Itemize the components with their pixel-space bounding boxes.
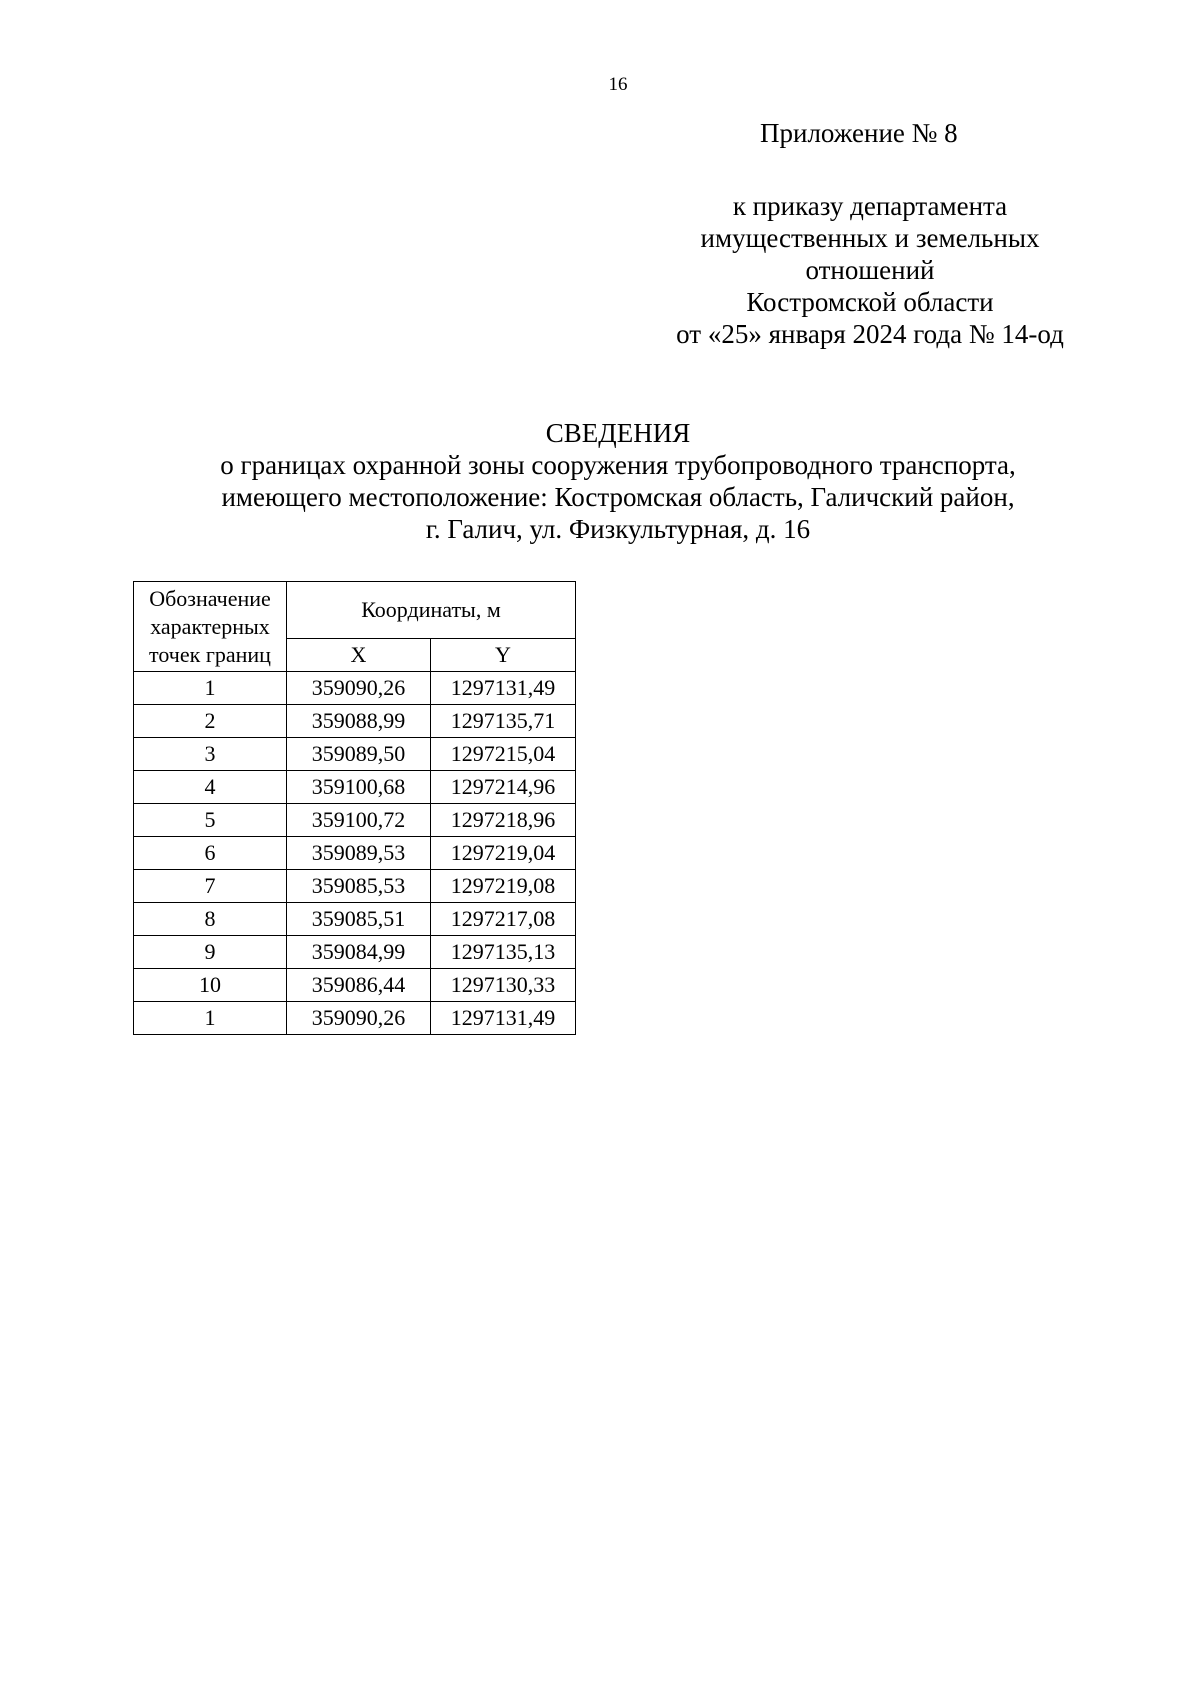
point-number-cell: 7: [134, 870, 287, 903]
x-coordinate-cell: 359084,99: [287, 936, 431, 969]
heading-line: г. Галич, ул. Физкультурная, д. 16: [425, 514, 811, 544]
point-number-cell: 5: [134, 804, 287, 837]
point-number-cell: 3: [134, 738, 287, 771]
document-heading: [0, 417, 1200, 545]
header-points: [134, 582, 287, 672]
heading-line: о границах охранной зоны сооружения трубопроводного транспорта,: [220, 450, 1016, 480]
table-row: [134, 738, 576, 771]
table-row: [134, 771, 576, 804]
appendix-title: Приложение № 8: [760, 118, 958, 148]
table-row: [134, 705, 576, 738]
y-coordinate-cell: 1297218,96: [431, 804, 576, 837]
table-row: [134, 870, 576, 903]
coordinates-table: [133, 581, 576, 1035]
y-coordinate-cell: 1297214,96: [431, 771, 576, 804]
point-number-cell: 1: [134, 672, 287, 705]
appendix-reference: [640, 190, 1100, 350]
y-coordinate-cell: 1297135,13: [431, 936, 576, 969]
table-row: [134, 936, 576, 969]
header-points-line: точек границ: [149, 641, 271, 667]
point-number-cell: 10: [134, 969, 287, 1002]
x-coordinate-cell: 359086,44: [287, 969, 431, 1002]
table-row: [134, 672, 576, 705]
x-coordinate-cell: 359089,50: [287, 738, 431, 771]
x-coordinate-cell: 359089,53: [287, 837, 431, 870]
appendix-line: Костромской области: [746, 287, 994, 317]
x-coordinate-cell: 359085,53: [287, 870, 431, 903]
appendix-line: к приказу департамента: [732, 191, 1008, 221]
appendix-line: от «25» января 2024 года № 14-од: [676, 319, 1064, 349]
y-coordinate-cell: 1297131,49: [431, 1002, 576, 1035]
y-coordinate-cell: 1297130,33: [431, 969, 576, 1002]
point-number-cell: 4: [134, 771, 287, 804]
heading-line: имеющего местоположение: Костромская область, Галичский район,: [221, 482, 1015, 512]
point-number-cell: 2: [134, 705, 287, 738]
heading-title: СВЕДЕНИЯ: [545, 418, 691, 448]
table-row: [134, 1002, 576, 1035]
x-coordinate-cell: 359090,26: [287, 672, 431, 705]
y-coordinate-cell: 1297219,08: [431, 870, 576, 903]
point-number-cell: 9: [134, 936, 287, 969]
y-coordinate-cell: 1297131,49: [431, 672, 576, 705]
y-coordinate-cell: 1297215,04: [431, 738, 576, 771]
page-number: 16: [608, 74, 628, 95]
appendix-line: отношений: [805, 255, 935, 285]
header-y: Y: [431, 639, 576, 672]
table-body: [134, 672, 576, 1035]
y-coordinate-cell: 1297135,71: [431, 705, 576, 738]
point-number-cell: 1: [134, 1002, 287, 1035]
appendix-line: имущественных и земельных: [700, 223, 1040, 253]
x-coordinate-cell: 359090,26: [287, 1002, 431, 1035]
header-coordinates: Координаты, м: [287, 582, 576, 639]
y-coordinate-cell: 1297217,08: [431, 903, 576, 936]
x-coordinate-cell: 359088,99: [287, 705, 431, 738]
header-x: X: [287, 639, 431, 672]
table-row: [134, 804, 576, 837]
table-row: [134, 969, 576, 1002]
x-coordinate-cell: 359100,72: [287, 804, 431, 837]
x-coordinate-cell: 359085,51: [287, 903, 431, 936]
table-row: [134, 837, 576, 870]
y-coordinate-cell: 1297219,04: [431, 837, 576, 870]
x-coordinate-cell: 359100,68: [287, 771, 431, 804]
table-row: [134, 903, 576, 936]
header-points-line: характерных: [150, 613, 270, 639]
point-number-cell: 6: [134, 837, 287, 870]
header-points-line: Обозначение: [149, 585, 271, 611]
point-number-cell: 8: [134, 903, 287, 936]
